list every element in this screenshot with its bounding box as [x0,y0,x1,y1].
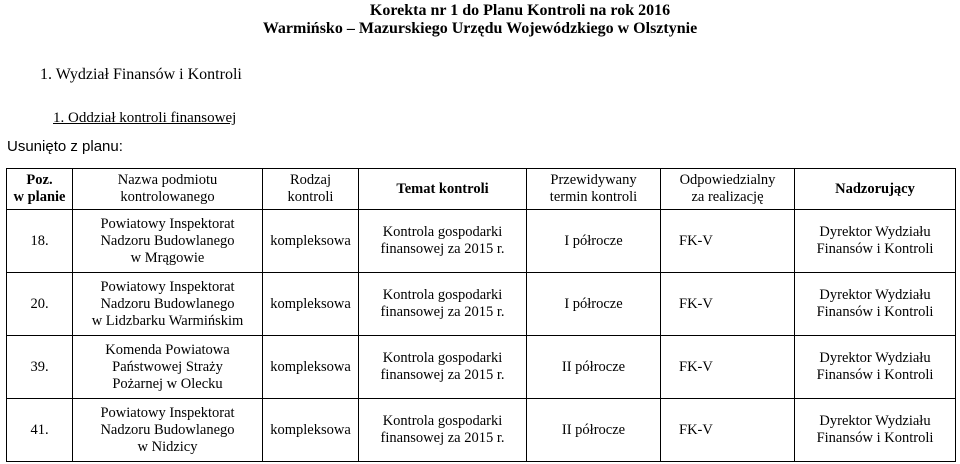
header-text: Odpowiedzialny [679,172,776,188]
cell-supervisor [795,336,956,399]
cell-responsible: FK-V [661,273,795,336]
cell-text: Dyrektor Wydziału [819,224,931,240]
cell-type: kompleksowa [263,399,359,462]
cell-responsible: FK-V [661,399,795,462]
document-subtitle: Warmińsko – Mazurskiego Urzędu Wojewódzkiego w Olsztynie [262,20,698,37]
table-header-row [7,169,956,210]
cell-entity [73,273,263,336]
cell-position: 39. [7,336,73,399]
cell-text: w Nidzicy [137,438,198,455]
header-text: w planie [13,189,66,205]
cell-type: kompleksowa [263,210,359,273]
cell-term: II półrocze [527,399,661,462]
cell-text: Dyrektor Wydziału [819,413,931,429]
header-topic [359,169,527,210]
cell-text: finansowej za 2015 r. [380,430,505,446]
cell-text: Dyrektor Wydziału [819,350,931,366]
cell-text: finansowej za 2015 r. [380,367,505,383]
cell-responsible: FK-V [661,210,795,273]
document-title: Korekta nr 1 do Planu Kontroli na rok 2016 [369,2,671,19]
cell-text: Powiatowy Inspektorat [100,404,235,421]
cell-text: w Mrągowie [130,249,205,266]
cell-text: Nadzoru Budowlanego [100,421,235,438]
header-text: za realizację [691,189,764,205]
header-supervisor [795,169,956,210]
header-text: Nazwa podmiotu [117,172,218,188]
table-row [7,399,956,462]
cell-supervisor [795,273,956,336]
cell-supervisor [795,399,956,462]
header-text: kontroli [287,189,334,205]
cell-text: w Lidzbarku Warmińskim [91,312,244,329]
cell-term: I półrocze [527,273,661,336]
cell-responsible: FK-V [661,336,795,399]
header-responsible [661,169,795,210]
cell-entity [73,336,263,399]
header-entity [73,169,263,210]
removed-label: Usunięto z planu: [7,138,123,155]
header-text: Nadzorujący [835,180,915,197]
header-text: kontrolowanego [120,189,215,205]
cell-text: Kontrola gospodarki [382,287,503,303]
cell-text: Finansów i Kontroli [816,430,934,446]
cell-text: Kontrola gospodarki [382,350,503,366]
cell-entity [73,210,263,273]
cell-text: finansowej za 2015 r. [380,304,505,320]
cell-position: 18. [7,210,73,273]
cell-position: 41. [7,399,73,462]
cell-term: II półrocze [527,336,661,399]
subsection-heading: 1. Oddział kontroli finansowej [53,110,237,126]
header-text: termin kontroli [549,189,638,205]
cell-text: Kontrola gospodarki [382,413,503,429]
cell-topic [359,273,527,336]
cell-text: Nadzoru Budowlanego [100,232,235,249]
header-text: Rodzaj [289,172,332,188]
cell-position: 20. [7,273,73,336]
cell-text: Pożarnej w Olecku [112,375,223,392]
cell-topic [359,399,527,462]
cell-text: finansowej za 2015 r. [380,241,505,257]
cell-text: Powiatowy Inspektorat [100,215,235,232]
table-row [7,336,956,399]
cell-text: Finansów i Kontroli [816,367,934,383]
header-position [7,169,73,210]
cell-topic [359,336,527,399]
cell-text: Państwowej Straży [112,358,223,375]
cell-type: kompleksowa [263,273,359,336]
cell-entity [73,399,263,462]
control-plan-table [6,168,956,462]
cell-text: Nadzoru Budowlanego [100,295,235,312]
cell-text: Finansów i Kontroli [816,304,934,320]
cell-topic [359,210,527,273]
header-term [527,169,661,210]
cell-text: Komenda Powiatowa [105,341,230,358]
table-row [7,273,956,336]
table-row [7,210,956,273]
header-text: Przewidywany [550,172,637,188]
cell-text: Finansów i Kontroli [816,241,934,257]
section-heading: 1. Wydział Finansów i Kontroli [40,66,242,83]
header-text: Temat kontroli [396,180,489,197]
header-type [263,169,359,210]
header-text: Poz. [26,172,53,188]
cell-type: kompleksowa [263,336,359,399]
cell-supervisor [795,210,956,273]
cell-text: Kontrola gospodarki [382,224,503,240]
cell-text: Powiatowy Inspektorat [100,278,235,295]
cell-text: Dyrektor Wydziału [819,287,931,303]
cell-term: I półrocze [527,210,661,273]
